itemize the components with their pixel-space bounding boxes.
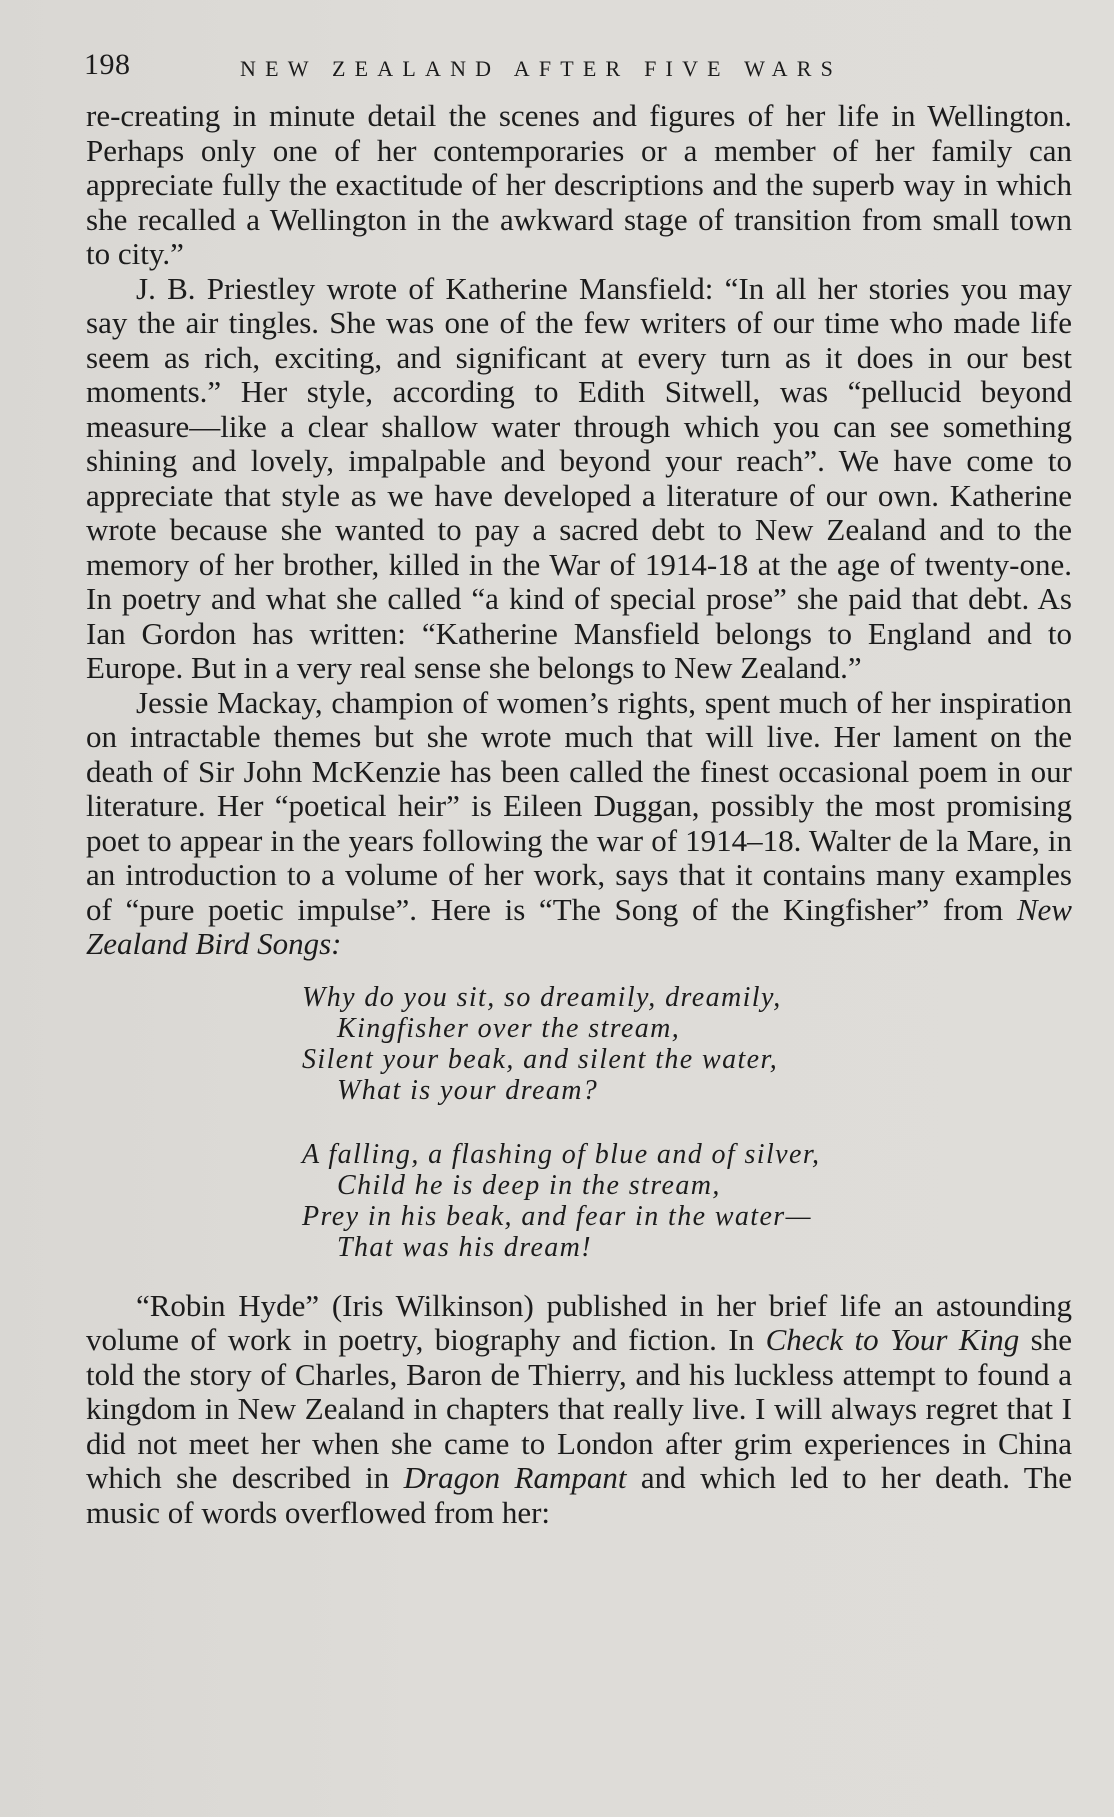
book-title-bird-songs: New Zealand Bird Songs:	[86, 891, 1072, 961]
paragraph-robin-hyde-text-1: “Robin Hyde” (Iris Wilkinson) published in her brief life an astounding volume of work in poetry, biography and fiction. In	[86, 1287, 1072, 1357]
paragraph-robin-hyde-text-2: she told the story of Charles, Baron de Thierry, and his luckless attempt to found a kingdom in New Zealand in chapters that really live. I will always regret that I did not meet her when she came to London after grim experiences in China which she described in	[86, 1322, 1073, 1495]
poem-line: Kingfisher over the stream,	[337, 1012, 681, 1044]
book-title-dragon-rampant: Dragon Rampant	[403, 1460, 627, 1495]
poem-stanza	[302, 1139, 1072, 1263]
poem-line: Child he is deep in the stream,	[337, 1169, 721, 1201]
poem-line: Prey in his beak, and fear in the water—	[302, 1200, 812, 1232]
book-title-check-to-your-king: Check to Your King	[765, 1322, 1020, 1357]
poem-line: Why do you sit, so dreamily, dreamily,	[302, 981, 782, 1013]
running-head: NEW ZEALAND AFTER FIVE WARS	[240, 56, 843, 81]
paragraph-jessie-mackay	[86, 686, 1072, 962]
page-number: 198	[84, 48, 131, 81]
poem-line: That was his dream!	[337, 1231, 593, 1263]
paragraph-jessie-mackay-text: Jessie Mackay, champion of women’s rights, spent much of her inspiration on intractable themes but she wrote much that will live. Her lament on the death of Sir John McKenzie has been called the finest occasional poem in our literature. Her “poetical heir” is Eileen Duggan, possibly the most promising poet to appear in the years following the war of 1914–18. Walter de la Mare, in an introduction to a volume of her work, says that it contains many examples of “pure poetic impulse”. Here is “The Song of the Kingfisher” from	[86, 684, 1072, 927]
poem-kingfisher	[302, 982, 1072, 1263]
poem-line: A falling, a flashing of blue and of silver,	[302, 1138, 821, 1170]
poem-line: Silent your beak, and silent the water,	[302, 1043, 779, 1075]
poem-line: What is your dream?	[337, 1074, 599, 1106]
paragraph-robin-hyde-text-3: and which led to her death. The music of words overflowed from her:	[86, 1460, 1072, 1530]
paragraph-priestley: J. B. Priestley wrote of Katherine Mansfield: “In all her stories you may say the air tingles. She was one of the few writers of our time who made life seem as rich, exciting, and significant at every turn as it does in our best moments.” Her style, according to Edith Sitwell, was “pellucid beyond measure—like a clear shallow water through which you can see something shining and lovely, impalpable and beyond your reach”. We have come to appreciate that style as we have developed a literature of our own. Katherine wrote because she wanted to pay a sacred debt to New Zealand and to the memory of her brother, killed in the War of 1914-18 at the age of twenty-one. In poetry and what she called “a kind of special prose” she paid that debt. As Ian Gordon has written: “Katherine Mansfield belongs to England and to Europe. But in a very real sense she belongs to New Zealand.”	[86, 270, 1072, 685]
poem-stanza	[302, 982, 1072, 1106]
body-text	[86, 99, 1072, 1530]
paragraph-continuation: re-creating in minute detail the scenes and figures of her life in Wellington. Perhaps only one of her contemporaries or a member of her family can appreciate fully the exactitude of her descriptions and the superb way in which she recalled a Wellington in the awkward stage of transition from small town to city.”	[86, 98, 1072, 271]
paragraph-robin-hyde	[86, 1289, 1072, 1531]
page-header	[84, 48, 1084, 88]
